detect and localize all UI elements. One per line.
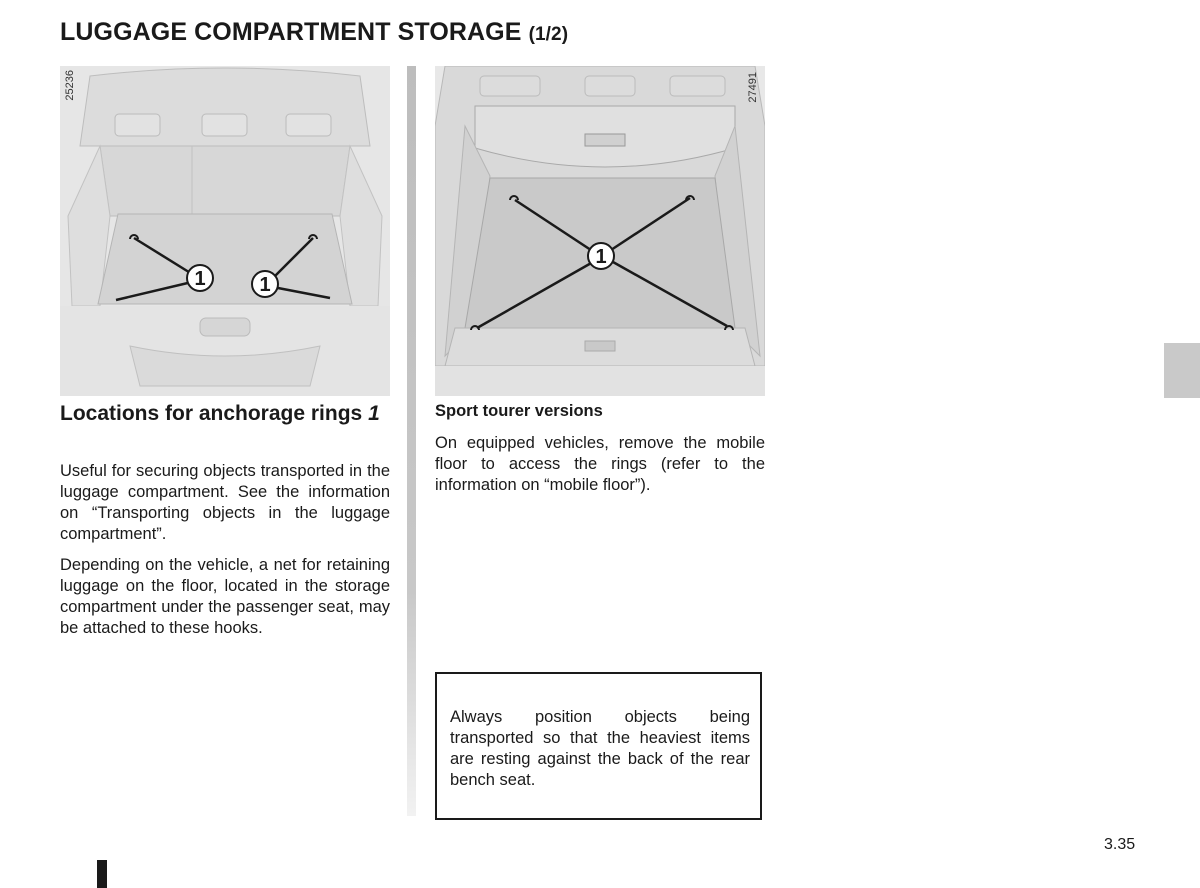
section-heading bbox=[60, 401, 390, 427]
figure-luggage-hatchback bbox=[60, 66, 390, 396]
svg-text:1: 1 bbox=[259, 274, 271, 296]
paragraph: On equipped vehicles, remove the mobile floor to access the rings (refer to the information on “mobile floor”). bbox=[435, 434, 765, 494]
svg-text:1: 1 bbox=[595, 246, 607, 268]
luggage-estate-illustration bbox=[435, 66, 765, 396]
column-divider bbox=[407, 66, 416, 816]
note-text: Always position objects being transported so that the heaviest items are resting against the back of the rear bench seat. bbox=[450, 708, 750, 789]
callout-marker bbox=[187, 265, 213, 291]
page-number: 3.35 bbox=[1104, 836, 1136, 853]
figure-luggage-estate bbox=[435, 66, 765, 396]
chapter-tab bbox=[1164, 343, 1200, 398]
svg-text:1: 1 bbox=[194, 268, 206, 290]
subsection-heading: Sport tourer versions bbox=[435, 402, 603, 420]
corner-mark bbox=[97, 860, 107, 888]
heading-ref: 1 bbox=[368, 402, 380, 425]
luggage-hatchback-illustration bbox=[60, 66, 390, 396]
title-text: LUGGAGE COMPARTMENT STORAGE bbox=[60, 18, 522, 46]
note-box bbox=[435, 672, 762, 820]
paragraph: Useful for securing objects transported in the luggage compartment. See the information on “Transporting objects in the luggage compartment”. bbox=[60, 462, 390, 543]
figure-id: 25236 bbox=[64, 70, 76, 101]
page-title bbox=[60, 18, 568, 47]
callout-marker bbox=[252, 271, 278, 297]
callout-marker bbox=[588, 243, 614, 269]
paragraph: Depending on the vehicle, a net for retaining luggage on the floor, located in the storage compartment under the passenger seat, may be attached to these hooks. bbox=[60, 556, 390, 637]
figure-id: 27491 bbox=[747, 72, 759, 103]
title-part: (1/2) bbox=[528, 24, 569, 45]
heading-text: Locations for anchorage rings bbox=[60, 402, 363, 425]
